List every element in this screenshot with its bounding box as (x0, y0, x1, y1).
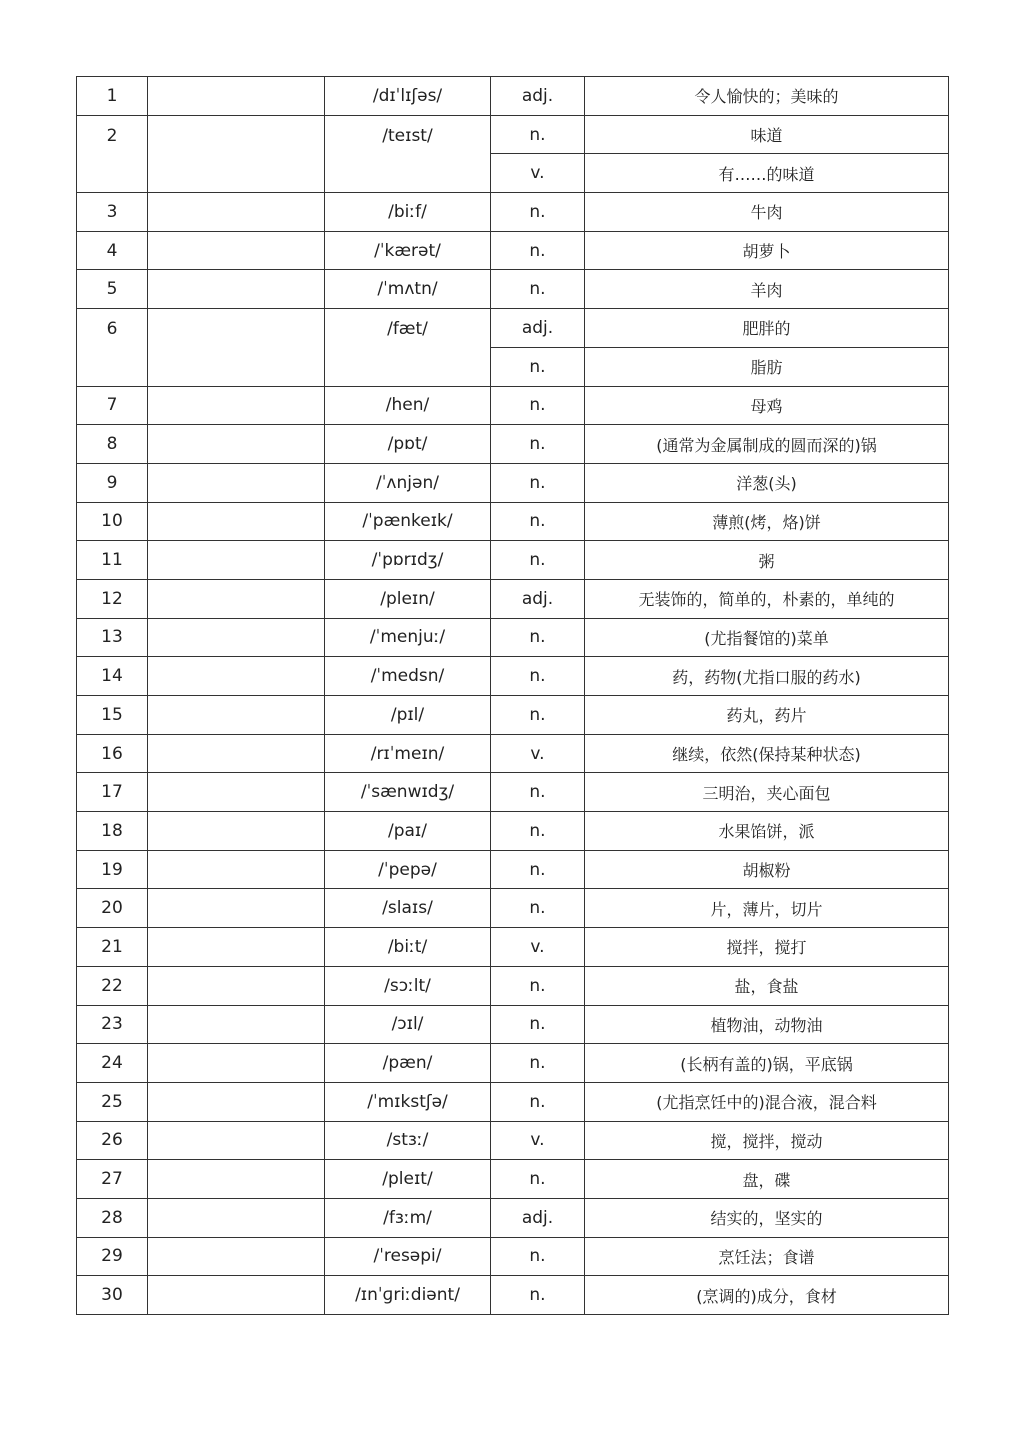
word-blank-cell (148, 231, 325, 270)
meaning-cell: 水果馅饼，派 (585, 812, 949, 851)
word-blank-cell (148, 812, 325, 851)
meaning-cell: 洋葱(头) (585, 463, 949, 502)
word-blank-cell (148, 309, 325, 386)
table-row (77, 425, 949, 464)
entry-number: 1 (77, 77, 148, 116)
meaning-cell: 肥胖的 (585, 309, 949, 348)
meaning-cell: (烹调的)成分，食材 (585, 1276, 949, 1315)
meaning-cell: 胡椒粉 (585, 850, 949, 889)
word-blank-cell (148, 1044, 325, 1083)
meaning-cell: 搅，搅拌，搅动 (585, 1121, 949, 1160)
part-of-speech-cell: n. (491, 1237, 585, 1276)
part-of-speech-cell: n. (491, 115, 585, 154)
entry-number: 28 (77, 1198, 148, 1237)
phonetic-cell: /ɔɪl/ (325, 1005, 491, 1044)
part-of-speech-cell: n. (491, 231, 585, 270)
entry-number: 4 (77, 231, 148, 270)
table-row (77, 231, 949, 270)
vocabulary-table-body (77, 77, 949, 1315)
meaning-cell: 令人愉快的；美味的 (585, 77, 949, 116)
word-blank-cell (148, 1121, 325, 1160)
word-blank-cell (148, 502, 325, 541)
table-row (77, 502, 949, 541)
entry-number: 3 (77, 193, 148, 232)
word-blank-cell (148, 1005, 325, 1044)
meaning-cell: 脂肪 (585, 347, 949, 386)
part-of-speech-cell: n. (491, 425, 585, 464)
meaning-cell: 搅拌，搅打 (585, 928, 949, 967)
phonetic-cell: /biːf/ (325, 193, 491, 232)
phonetic-cell: /pɪl/ (325, 696, 491, 735)
word-blank-cell (148, 579, 325, 618)
meaning-cell: 粥 (585, 541, 949, 580)
entry-number: 15 (77, 696, 148, 735)
word-blank-cell (148, 696, 325, 735)
part-of-speech-cell: n. (491, 696, 585, 735)
table-row (77, 812, 949, 851)
part-of-speech-cell: v. (491, 1121, 585, 1160)
phonetic-cell: /ɪnˈɡriːdiənt/ (325, 1276, 491, 1315)
part-of-speech-cell: n. (491, 193, 585, 232)
meaning-cell: 母鸡 (585, 386, 949, 425)
table-row (77, 1044, 949, 1083)
meaning-cell: (尤指烹饪中的)混合液，混合料 (585, 1082, 949, 1121)
table-row (77, 77, 949, 116)
part-of-speech-cell: n. (491, 618, 585, 657)
entry-number: 20 (77, 889, 148, 928)
entry-number: 21 (77, 928, 148, 967)
table-row (77, 850, 949, 889)
phonetic-cell: /biːt/ (325, 928, 491, 967)
meaning-cell: 味道 (585, 115, 949, 154)
phonetic-cell: /ˈmenjuː/ (325, 618, 491, 657)
entry-number: 18 (77, 812, 148, 851)
word-blank-cell (148, 850, 325, 889)
word-blank-cell (148, 77, 325, 116)
meaning-cell: 烹饪法；食谱 (585, 1237, 949, 1276)
meaning-cell: 植物油，动物油 (585, 1005, 949, 1044)
phonetic-cell: /stɜː/ (325, 1121, 491, 1160)
word-blank-cell (148, 541, 325, 580)
part-of-speech-cell: n. (491, 966, 585, 1005)
entry-number: 2 (77, 115, 148, 192)
table-row (77, 773, 949, 812)
phonetic-cell: /ˈresəpi/ (325, 1237, 491, 1276)
entry-number: 29 (77, 1237, 148, 1276)
phonetic-cell: /ˈsænwɪdʒ/ (325, 773, 491, 812)
part-of-speech-cell: v. (491, 734, 585, 773)
part-of-speech-cell: n. (491, 1276, 585, 1315)
meaning-cell: 片，薄片，切片 (585, 889, 949, 928)
phonetic-cell: /pleɪn/ (325, 579, 491, 618)
phonetic-cell: /pæn/ (325, 1044, 491, 1083)
entry-number: 26 (77, 1121, 148, 1160)
table-row (77, 193, 949, 232)
part-of-speech-cell: n. (491, 1160, 585, 1199)
table-row (77, 889, 949, 928)
table-row (77, 928, 949, 967)
part-of-speech-cell: n. (491, 386, 585, 425)
table-row (77, 115, 949, 154)
part-of-speech-cell: adj. (491, 1198, 585, 1237)
entry-number: 13 (77, 618, 148, 657)
meaning-cell: 盐，食盐 (585, 966, 949, 1005)
word-blank-cell (148, 193, 325, 232)
phonetic-cell: /pleɪt/ (325, 1160, 491, 1199)
part-of-speech-cell: adj. (491, 579, 585, 618)
phonetic-cell: /ˈmɪkstʃə/ (325, 1082, 491, 1121)
phonetic-cell: /ˈmʌtn/ (325, 270, 491, 309)
word-blank-cell (148, 463, 325, 502)
word-blank-cell (148, 773, 325, 812)
table-row (77, 618, 949, 657)
entry-number: 9 (77, 463, 148, 502)
meaning-cell: (长柄有盖的)锅，平底锅 (585, 1044, 949, 1083)
entry-number: 7 (77, 386, 148, 425)
meaning-cell: 羊肉 (585, 270, 949, 309)
word-blank-cell (148, 1237, 325, 1276)
table-row (77, 696, 949, 735)
word-blank-cell (148, 1082, 325, 1121)
phonetic-cell: /teɪst/ (325, 115, 491, 192)
meaning-cell: 有……的味道 (585, 154, 949, 193)
phonetic-cell: /paɪ/ (325, 812, 491, 851)
table-row (77, 1276, 949, 1315)
part-of-speech-cell: n. (491, 1044, 585, 1083)
meaning-cell: 药丸，药片 (585, 696, 949, 735)
entry-number: 27 (77, 1160, 148, 1199)
part-of-speech-cell: n. (491, 347, 585, 386)
part-of-speech-cell: n. (491, 657, 585, 696)
entry-number: 25 (77, 1082, 148, 1121)
phonetic-cell: /ˈʌnjən/ (325, 463, 491, 502)
part-of-speech-cell: n. (491, 812, 585, 851)
table-row (77, 1082, 949, 1121)
entry-number: 8 (77, 425, 148, 464)
part-of-speech-cell: adj. (491, 309, 585, 348)
entry-number: 22 (77, 966, 148, 1005)
word-blank-cell (148, 657, 325, 696)
part-of-speech-cell: n. (491, 1082, 585, 1121)
entry-number: 6 (77, 309, 148, 386)
entry-number: 16 (77, 734, 148, 773)
part-of-speech-cell: n. (491, 850, 585, 889)
entry-number: 11 (77, 541, 148, 580)
meaning-cell: 薄煎(烤，烙)饼 (585, 502, 949, 541)
part-of-speech-cell: n. (491, 541, 585, 580)
table-row (77, 734, 949, 773)
phonetic-cell: /fæt/ (325, 309, 491, 386)
entry-number: 14 (77, 657, 148, 696)
table-row (77, 1005, 949, 1044)
word-blank-cell (148, 425, 325, 464)
table-row (77, 657, 949, 696)
meaning-cell: 药，药物(尤指口服的药水) (585, 657, 949, 696)
word-blank-cell (148, 734, 325, 773)
word-blank-cell (148, 386, 325, 425)
phonetic-cell: /pɒt/ (325, 425, 491, 464)
table-row (77, 1198, 949, 1237)
table-row (77, 966, 949, 1005)
part-of-speech-cell: n. (491, 1005, 585, 1044)
phonetic-cell: /ˈpepə/ (325, 850, 491, 889)
phonetic-cell: /ˈkærət/ (325, 231, 491, 270)
word-blank-cell (148, 270, 325, 309)
phonetic-cell: /rɪˈmeɪn/ (325, 734, 491, 773)
word-blank-cell (148, 1160, 325, 1199)
word-blank-cell (148, 966, 325, 1005)
entry-number: 17 (77, 773, 148, 812)
vocabulary-table (76, 76, 949, 1315)
table-row (77, 1160, 949, 1199)
word-blank-cell (148, 1198, 325, 1237)
phonetic-cell: /hen/ (325, 386, 491, 425)
part-of-speech-cell: n. (491, 773, 585, 812)
phonetic-cell: /ˈpɒrɪdʒ/ (325, 541, 491, 580)
entry-number: 12 (77, 579, 148, 618)
word-blank-cell (148, 889, 325, 928)
part-of-speech-cell: n. (491, 270, 585, 309)
phonetic-cell: /sɔːlt/ (325, 966, 491, 1005)
meaning-cell: 盘，碟 (585, 1160, 949, 1199)
phonetic-cell: /ˈmedsn/ (325, 657, 491, 696)
entry-number: 10 (77, 502, 148, 541)
table-row (77, 309, 949, 348)
entry-number: 19 (77, 850, 148, 889)
table-row (77, 579, 949, 618)
part-of-speech-cell: v. (491, 928, 585, 967)
word-blank-cell (148, 115, 325, 192)
meaning-cell: 牛肉 (585, 193, 949, 232)
part-of-speech-cell: v. (491, 154, 585, 193)
word-blank-cell (148, 618, 325, 657)
meaning-cell: 结实的，坚实的 (585, 1198, 949, 1237)
entry-number: 30 (77, 1276, 148, 1315)
part-of-speech-cell: n. (491, 502, 585, 541)
entry-number: 23 (77, 1005, 148, 1044)
part-of-speech-cell: n. (491, 463, 585, 502)
table-row (77, 541, 949, 580)
table-row (77, 386, 949, 425)
part-of-speech-cell: adj. (491, 77, 585, 116)
part-of-speech-cell: n. (491, 889, 585, 928)
meaning-cell: (尤指餐馆的)菜单 (585, 618, 949, 657)
table-row (77, 1237, 949, 1276)
phonetic-cell: /ˈpænkeɪk/ (325, 502, 491, 541)
meaning-cell: 胡萝卜 (585, 231, 949, 270)
meaning-cell: (通常为金属制成的圆而深的)锅 (585, 425, 949, 464)
phonetic-cell: /fɜːm/ (325, 1198, 491, 1237)
phonetic-cell: /slaɪs/ (325, 889, 491, 928)
entry-number: 24 (77, 1044, 148, 1083)
meaning-cell: 无装饰的，简单的，朴素的，单纯的 (585, 579, 949, 618)
table-row (77, 463, 949, 502)
table-row (77, 1121, 949, 1160)
word-blank-cell (148, 1276, 325, 1315)
phonetic-cell: /dɪˈlɪʃəs/ (325, 77, 491, 116)
meaning-cell: 继续，依然(保持某种状态) (585, 734, 949, 773)
table-row (77, 270, 949, 309)
word-blank-cell (148, 928, 325, 967)
entry-number: 5 (77, 270, 148, 309)
meaning-cell: 三明治，夹心面包 (585, 773, 949, 812)
